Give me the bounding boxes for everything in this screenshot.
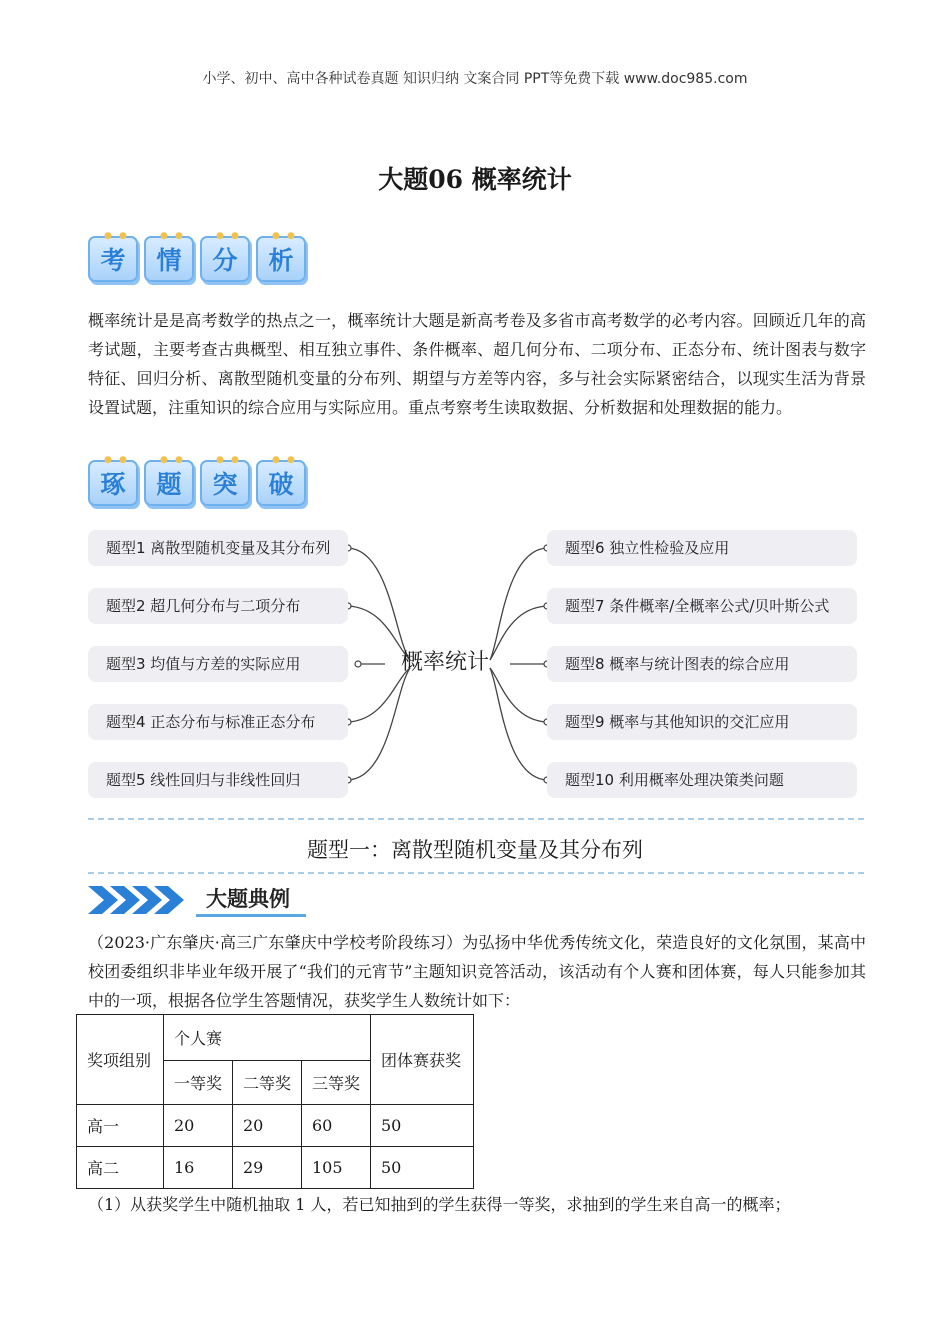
table-cell: 16 [164, 1147, 233, 1189]
topic-item-5: 题型5 线性回归与非线性回归 [88, 762, 348, 798]
topic-item-6: 题型6 独立性检验及应用 [547, 530, 857, 566]
badge-char: ● ● 析 [256, 236, 306, 282]
table-cell: 高一 [77, 1105, 164, 1147]
table-cell: 50 [371, 1147, 474, 1189]
topic-item-7: 题型7 条件概率/全概率公式/贝叶斯公式 [547, 588, 857, 624]
analysis-paragraph: 概率统计是是高考数学的热点之一，概率统计大题是新高考卷及多省市高考数学的必考内容。回顾近几年的高考试题，主要考查古典概型、相互独立事件、条件概率、超几何分布、二项分布、正态分布、统计图表与数字特征、回归分析、离散型随机变量的分布列、期望与方差等内容，多与社会实际紧密结合，以现实生活为背景设置试题，注重知识的综合应用与实际应用。重点考察考生读取数据、分析数据和处理数据的能力。 [88, 311, 866, 417]
topic-item-9: 题型9 概率与其他知识的交汇应用 [547, 704, 857, 740]
table-cell: 29 [233, 1147, 302, 1189]
table-cell: 20 [164, 1105, 233, 1147]
table-subheader: 三等奖 [302, 1061, 371, 1105]
table-row [77, 1105, 474, 1147]
topic-item-10: 题型10 利用概率处理决策类问题 [547, 762, 857, 798]
sub-question-1: （1）从获奖学生中随机抽取 1 人，若已知抽到的学生获得一等奖，求抽到的学生来自高一的概率； [88, 1195, 791, 1214]
table-cell: 105 [302, 1147, 371, 1189]
table-cell: 20 [233, 1105, 302, 1147]
badge-char: ● ● 突 [200, 460, 250, 506]
divider-bottom [88, 872, 864, 874]
topic-item-1: 题型1 离散型随机变量及其分布列 [88, 530, 348, 566]
page-title: 大题06 概率统计 [378, 165, 572, 194]
divider-top [88, 818, 864, 820]
example-label: 大题典例 [206, 887, 290, 911]
page-header: 小学、初中、高中各种试卷真题 知识归纳 文案合同 PPT等免费下载 www.doc985.com [202, 71, 748, 87]
table-cell: 60 [302, 1105, 371, 1147]
table-header-team: 团体赛获奖 [371, 1015, 474, 1105]
table-header-group: 奖项组别 [77, 1015, 164, 1105]
badge-char: ● ● 分 [200, 236, 250, 282]
topic-item-8: 题型8 概率与统计图表的综合应用 [547, 646, 857, 682]
topic-item-3: 题型3 均值与方差的实际应用 [88, 646, 348, 682]
badge-char: ● ● 破 [256, 460, 306, 506]
badge-char: ● ● 琢 [88, 460, 138, 506]
badge-char: ● ● 情 [144, 236, 194, 282]
section-title: 题型一：离散型随机变量及其分布列 [307, 838, 643, 862]
example-underline [196, 914, 306, 917]
award-table [76, 1014, 474, 1189]
table-header-individual: 个人赛 [164, 1015, 371, 1061]
mindmap-center: 概率统计 [400, 650, 489, 675]
topic-item-4: 题型4 正态分布与标准正态分布 [88, 704, 348, 740]
topic-item-2: 题型2 超几何分布与二项分布 [88, 588, 348, 624]
badge-char: ● ● 题 [144, 460, 194, 506]
table-cell: 高二 [77, 1147, 164, 1189]
table-cell: 50 [371, 1105, 474, 1147]
badge-char: ● ● 考 [88, 236, 138, 282]
table-subheader: 二等奖 [233, 1061, 302, 1105]
table-subheader: 一等奖 [164, 1061, 233, 1105]
question-text: （2023·广东肇庆·高三广东肇庆中学校考阶段练习）为弘扬中华优秀传统文化，荣造良好的文化氛围，某高中校团委组织非毕业年级开展了“我们的元宵节”主题知识竞答活动，该活动有个人赛和团体赛，每人只能参加其中的一项，根据各位学生答题情况，获奖学生人数统计如下： [88, 933, 866, 1010]
table-row [77, 1147, 474, 1189]
